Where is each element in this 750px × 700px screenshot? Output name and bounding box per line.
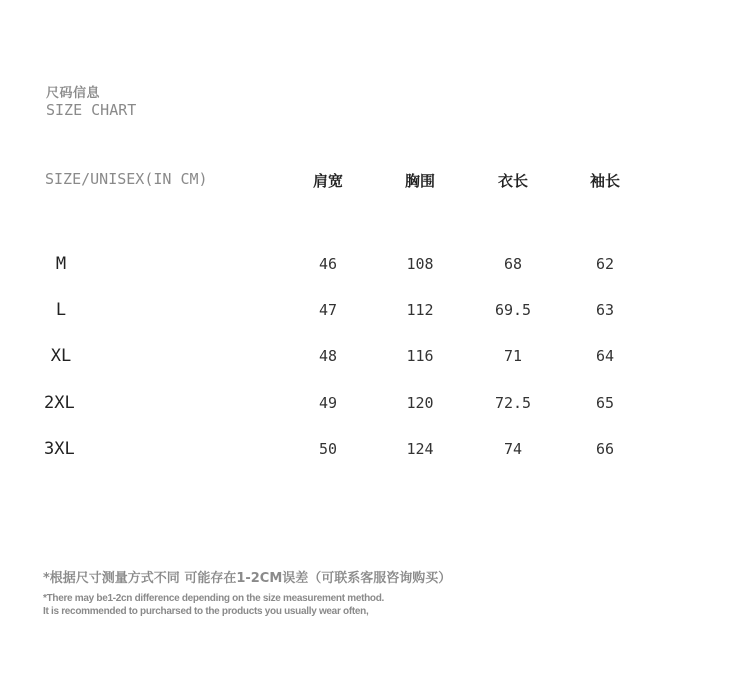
shoulder-value: 47 bbox=[318, 301, 338, 319]
size-label: M bbox=[55, 254, 67, 274]
sleeve-value: 63 bbox=[595, 301, 615, 319]
chest-header: 胸围 bbox=[404, 172, 435, 190]
sleeve-value: 66 bbox=[595, 440, 615, 458]
title-en: SIZE CHART bbox=[46, 101, 137, 119]
table-row bbox=[0, 393, 750, 417]
size-label: L bbox=[55, 300, 67, 320]
length-value: 69.5 bbox=[494, 301, 532, 319]
note-cn: *根据尺寸测量方式不同 可能存在1-2CM误差（可联系客服咨询购买） bbox=[43, 571, 452, 586]
table-row bbox=[0, 300, 750, 324]
length-value: 72.5 bbox=[494, 394, 532, 412]
table-row bbox=[0, 254, 750, 278]
shoulder-value: 49 bbox=[318, 394, 338, 412]
chest-value: 116 bbox=[406, 347, 434, 365]
size-label: 3XL bbox=[44, 439, 75, 459]
chest-value: 124 bbox=[406, 440, 434, 458]
title-cn: 尺码信息 bbox=[46, 86, 101, 101]
length-header: 衣长 bbox=[497, 172, 528, 190]
shoulder-width-header: 肩宽 bbox=[312, 172, 343, 190]
chest-value: 112 bbox=[406, 301, 434, 319]
sleeve-value: 62 bbox=[595, 255, 615, 273]
chest-value: 120 bbox=[406, 394, 434, 412]
length-value: 71 bbox=[503, 347, 523, 365]
table-row bbox=[0, 346, 750, 370]
size-label: XL bbox=[50, 346, 72, 366]
length-value: 68 bbox=[503, 255, 523, 273]
chest-value: 108 bbox=[406, 255, 434, 273]
note-en-line2: It is recommended to purcharsed to the products you usually wear often, bbox=[43, 606, 369, 617]
sleeve-length-header: 袖长 bbox=[589, 172, 620, 190]
size-label: 2XL bbox=[44, 393, 75, 413]
note-en-line1: *There may be1-2cn difference depending on the size measurement method. bbox=[43, 593, 385, 604]
length-value: 74 bbox=[503, 440, 523, 458]
size-column-header: SIZE/UNISEX(IN CM) bbox=[45, 170, 208, 188]
shoulder-value: 48 bbox=[318, 347, 338, 365]
shoulder-value: 46 bbox=[318, 255, 338, 273]
sleeve-value: 64 bbox=[595, 347, 615, 365]
shoulder-value: 50 bbox=[318, 440, 338, 458]
table-row bbox=[0, 439, 750, 463]
sleeve-value: 65 bbox=[595, 394, 615, 412]
